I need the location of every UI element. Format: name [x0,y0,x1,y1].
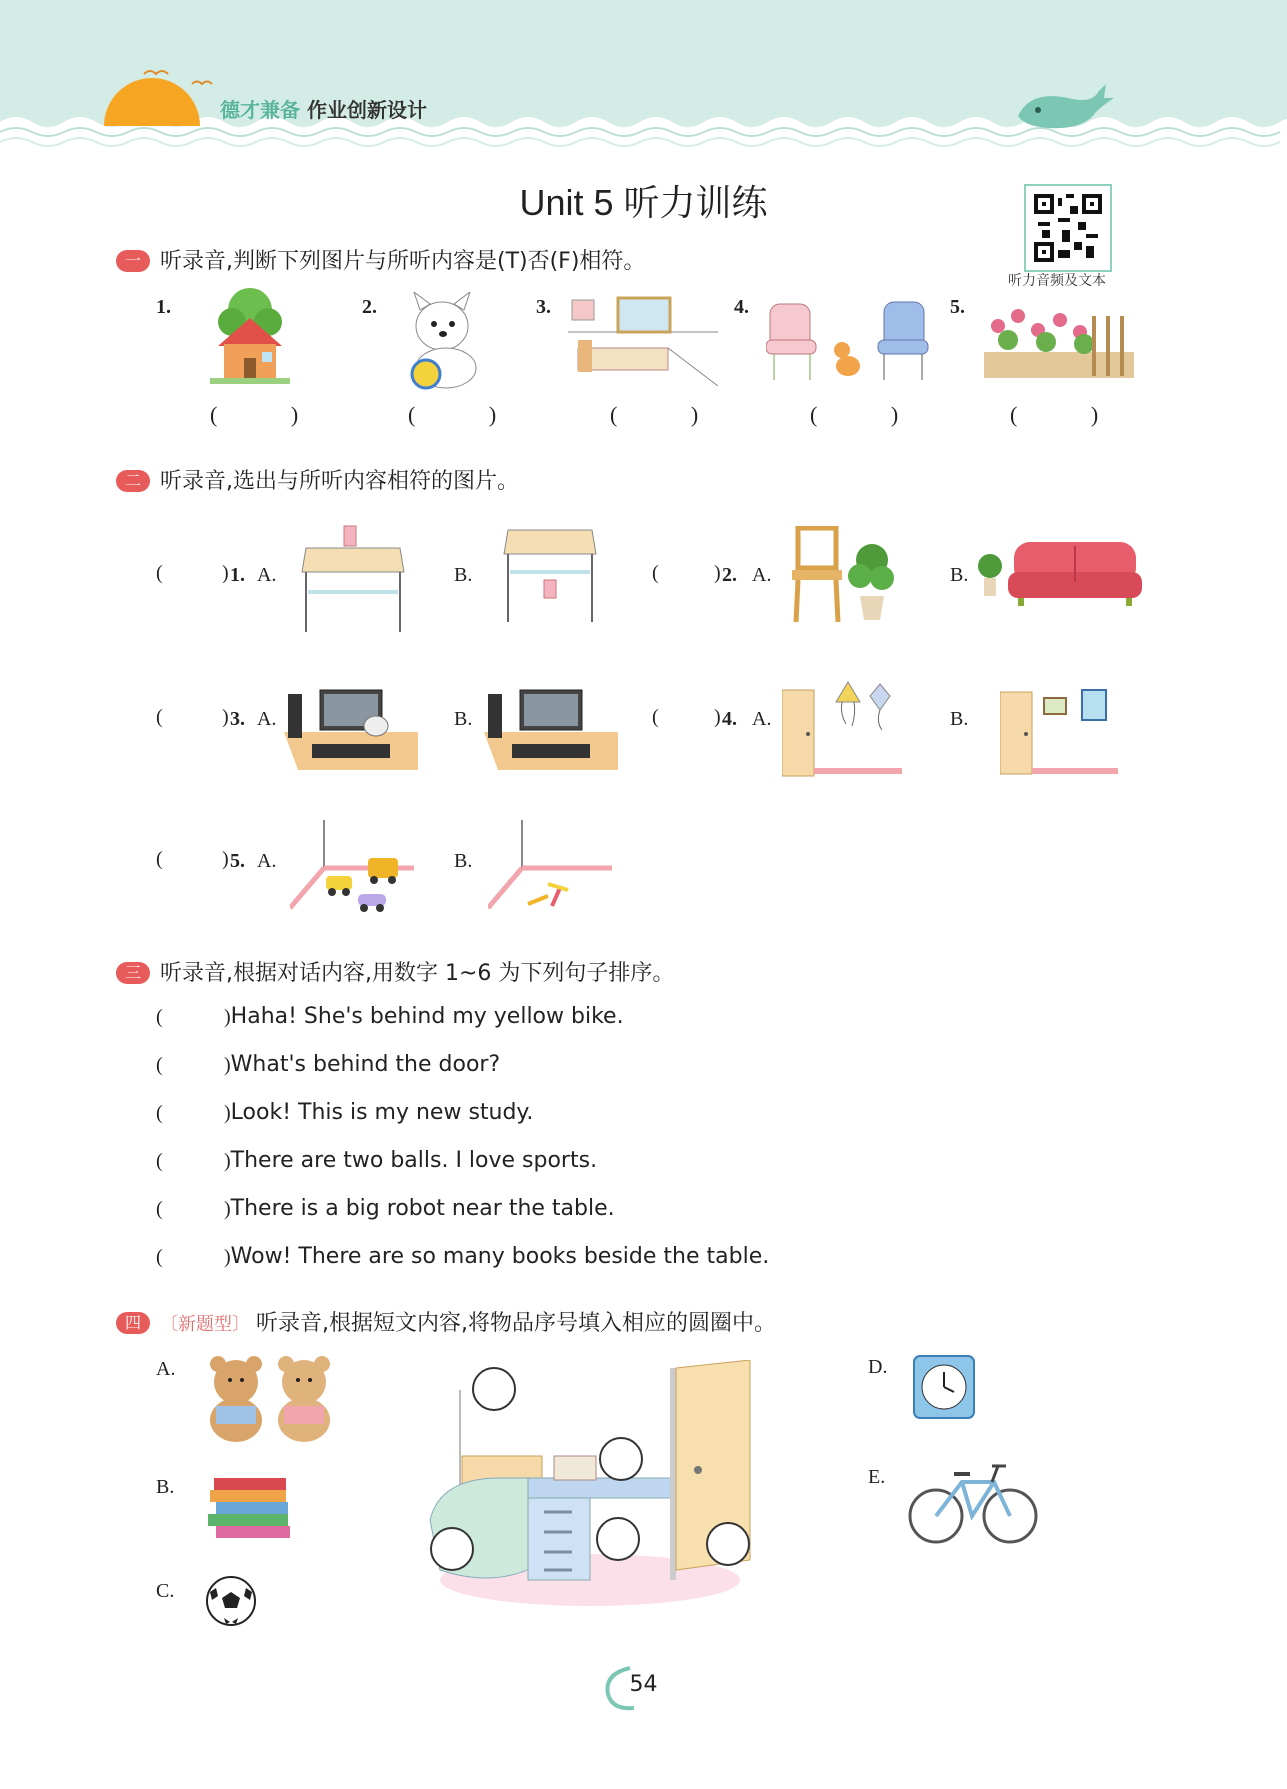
s3-answer-paren[interactable]: ( [156,1150,163,1172]
wall-kites-icon[interactable] [782,680,902,778]
s2-option-b-label: B. [454,850,473,872]
s3-answer-paren[interactable]: ( [156,1198,163,1220]
s2-option-a-label: A. [752,564,772,586]
s1-answer-paren[interactable]: ( ) [408,402,531,427]
s3-sentence: There are two balls. I love sports. [230,1148,598,1173]
qr-caption: 听力音频及文本 [1008,273,1106,289]
s4-item-letter: C. [156,1580,175,1602]
answer-circle-door[interactable] [706,1522,750,1566]
dog-icon [400,292,490,392]
qr-code-icon [1034,194,1102,262]
s3-answer-paren[interactable]: ( [156,1102,163,1124]
s2-option-b-label: B. [950,708,969,730]
s2-question-number: 3. [230,708,245,730]
page-title: Unit 5 听力训练 [519,182,768,223]
s2-option-a-label: A. [257,708,277,730]
s3-sentence-row: ( )What's behind the door? [156,1052,501,1077]
s4-item-letter: D. [868,1356,888,1378]
page-number: 54 [629,1672,658,1697]
s3-sentence: There is a big robot near the table. [230,1196,615,1221]
section1-tag: 一 [116,250,150,272]
s1-answer-paren[interactable]: ( ) [810,402,933,427]
s4-item-letter: B. [156,1476,175,1498]
section3-header [116,956,674,987]
s1-answer-paren[interactable]: ( ) [610,402,733,427]
s2-option-a-label: A. [257,564,277,586]
answer-circle-bed[interactable] [430,1527,474,1571]
new-question-type-label: 〔新题型〕 [160,1314,250,1335]
s2-answer-open-paren[interactable]: ( [156,848,163,870]
s3-sentence: What's behind the door? [230,1052,501,1077]
teddy-bears-icon [200,1356,340,1444]
s2-answer-close-paren: ) [714,562,721,584]
s2-question-number: 2. [722,564,737,586]
s3-answer-paren[interactable]: ( [156,1054,163,1076]
s2-answer-close-paren: ) [222,848,229,870]
birds-icon [140,62,220,92]
s1-item-number: 2. [362,296,377,318]
s2-answer-close-paren: ) [714,706,721,728]
section2-header [116,464,519,495]
s3-answer-paren[interactable]: ( [156,1006,163,1028]
answer-circle-wall[interactable] [472,1367,516,1411]
s1-item-number: 3. [536,296,551,318]
garden-icon [984,296,1134,382]
s3-sentence: Look! This is my new study. [230,1100,534,1125]
s4-item-letter: A. [156,1358,176,1380]
computer-cat-icon[interactable] [284,686,418,770]
s2-answer-open-paren[interactable]: ( [156,562,163,584]
s2-answer-open-paren[interactable]: ( [652,706,659,728]
bedroom-scene [420,1360,760,1610]
s1-answer-paren[interactable]: ( ) [210,402,333,427]
section2-instruction: 听录音,选出与所听内容相符的图片。 [160,469,519,494]
section4-tag: 四 [116,1312,150,1334]
answer-circle-under-desk[interactable] [596,1517,640,1561]
section3-tag: 三 [116,962,150,984]
s1-item-number: 1. [156,296,171,318]
brand-name: 德才兼备 [220,98,300,122]
s3-answer-paren[interactable]: ( [156,1246,163,1268]
s2-answer-open-paren[interactable]: ( [156,706,163,728]
answer-circle-desk-top[interactable] [599,1437,643,1481]
s2-answer-close-paren: ) [222,562,229,584]
wall-pictures-icon[interactable] [1000,688,1120,778]
s2-option-a-label: A. [752,708,772,730]
s2-answer-close-paren: ) [222,706,229,728]
s1-item-number: 4. [734,296,749,318]
corner-toy-cars-icon[interactable] [290,818,414,914]
corner-pencils-icon[interactable] [488,818,612,914]
qr-code[interactable] [1024,184,1112,272]
brand-subtitle: 作业创新设计 [306,98,427,122]
table-cup-under-icon[interactable] [500,528,600,628]
s3-sentence-row: ( )Haha! She's behind my yellow bike. [156,1004,624,1029]
clock-icon [912,1354,976,1420]
bedroom-icon [568,296,718,386]
brand [220,94,427,123]
s3-sentence-row: ( )There are two balls. I love sports. [156,1148,598,1173]
computer-icon[interactable] [484,686,618,770]
s2-question-number: 5. [230,850,245,872]
books-icon [206,1474,298,1544]
section1-instruction: 听录音,判断下列图片与所听内容是(T)否(F)相符。 [160,249,646,274]
s2-question-number: 1. [230,564,245,586]
chair-plant-icon[interactable] [788,526,898,626]
s3-sentence-row: ( )Look! This is my new study. [156,1100,534,1125]
s2-question-number: 4. [722,708,737,730]
s3-sentence-row: ( )There is a big robot near the table. [156,1196,615,1221]
chairs-cat-icon [766,300,950,386]
s2-option-b-label: B. [950,564,969,586]
s4-item-letter: E. [868,1466,886,1488]
s3-sentence-row: ( )Wow! There are so many books beside the table. [156,1244,770,1269]
s3-sentence: Haha! She's behind my yellow bike. [230,1004,624,1029]
football-icon [204,1574,258,1628]
s1-item-number: 5. [950,296,965,318]
s2-option-b-label: B. [454,564,473,586]
s2-option-b-label: B. [454,708,473,730]
section4-header [116,1306,776,1337]
house-icon [210,288,290,388]
s2-option-a-label: A. [257,850,277,872]
s1-answer-paren[interactable]: ( ) [1010,402,1133,427]
section1-header [116,244,645,275]
whale-icon [1010,76,1120,136]
table-cup-on-top-icon[interactable] [298,522,408,634]
s3-sentence: Wow! There are so many books beside the table. [230,1244,770,1269]
bike-icon [906,1460,1040,1546]
section2-tag: 二 [116,470,150,492]
section4-instruction: 听录音,根据短文内容,将物品序号填入相应的圆圈中。 [256,1311,776,1336]
s2-answer-open-paren[interactable]: ( [652,562,659,584]
section3-instruction: 听录音,根据对话内容,用数字 1~6 为下列句子排序。 [160,961,675,986]
plant-sofa-icon[interactable] [974,536,1144,612]
